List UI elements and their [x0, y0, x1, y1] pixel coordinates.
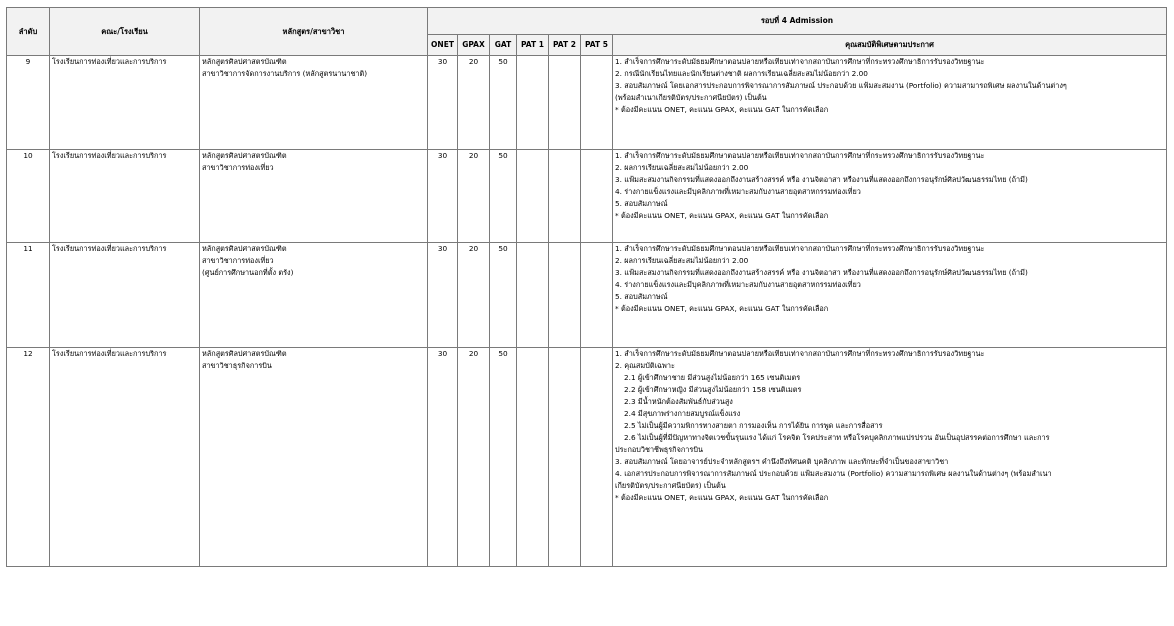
qualification-line: 1. สำเร็จการศึกษาระดับมัธยมศึกษาตอนปลายหรือเทียบเท่าจากสถาบันการศึกษาที่กระทรวงศึกษาธิการรับรองวิทยฐานะ [615, 151, 985, 160]
score-gat: 50 [490, 243, 517, 348]
qualification-line: 4. ร่างกายแข็งแรงและมีบุคลิกภาพที่เหมาะสมกับงานสายอุตสาหกรรมท่องเที่ยว [615, 187, 861, 196]
header-pat5: PAT 5 [581, 35, 613, 56]
row-number: 10 [7, 150, 50, 243]
qualification-line: 3. สอบสัมภาษณ์ โดยเอกสารประกอบการพิจารณาการสัมภาษณ์ ประกอบด้วย แฟ้มสะสมงาน (Portfolio) ความสามารถพิเศษ ผลงานในด้านต่างๆ [615, 81, 1067, 90]
row-qualifications [613, 348, 1167, 567]
row-qualifications [613, 56, 1167, 150]
admission-criteria-table [6, 7, 1167, 567]
qualification-line: 3. แฟ้มสะสมงานกิจกรรมที่แสดงออกถึงงานสร้างสรรค์ หรือ งานจิตอาสา หรืองานที่แสดงออกถึงการอนุรักษ์ศิลปวัฒนธรรมไทย (ถ้ามี) [615, 268, 1028, 277]
qualification-line: (พร้อมสำเนาเกียรติบัตร/ประกาศนียบัตร) เป็นต้น [615, 93, 767, 102]
row-qualifications [613, 150, 1167, 243]
table-body [7, 56, 1167, 567]
score-pat2 [549, 348, 581, 567]
qualification-line: 4. เอกสารประกอบการพิจารณาการสัมภาษณ์ ประกอบด้วย แฟ้มสะสมงาน (Portfolio) ความสามารถพิเศษ ผลงานในด้านต่างๆ (พร้อมสำเนา [615, 469, 1052, 478]
header-pat2: PAT 2 [549, 35, 581, 56]
row-qualifications [613, 243, 1167, 348]
row-faculty: โรงเรียนการท่องเที่ยวและการบริการ [50, 243, 200, 348]
header-round: รอบที่ 4 Admission [428, 8, 1167, 35]
qualification-line: 1. สำเร็จการศึกษาระดับมัธยมศึกษาตอนปลายหรือเทียบเท่าจากสถาบันการศึกษาที่กระทรวงศึกษาธิการรับรองวิทยฐานะ [615, 244, 985, 253]
score-pat2 [549, 243, 581, 348]
qualification-line: 2.1 ผู้เข้าศึกษาชาย มีส่วนสูงไม่น้อยกว่า 165 เซนติเมตร [624, 373, 801, 382]
table-row [7, 348, 1167, 567]
qualification-line: * ต้องมีคะแนน ONET, คะแนน GPAX, คะแนน GAT ในการคัดเลือก [615, 493, 829, 502]
qualification-line: 2. กรณีนักเรียนไทยและนักเรียนต่างชาติ ผลการเรียนเฉลี่ยสะสมไม่น้อยกว่า 2.00 [615, 69, 868, 78]
header-program: หลักสูตร/สาขาวิชา [200, 8, 428, 56]
program-line: สาขาวิชาการจัดการงานบริการ (หลักสูตรนานาชาติ) [202, 69, 368, 78]
qualification-line: * ต้องมีคะแนน ONET, คะแนน GPAX, คะแนน GAT ในการคัดเลือก [615, 105, 829, 114]
qualification-line: 2.4 มีสุขภาพร่างกายสมบูรณ์แข็งแรง [624, 409, 741, 418]
header-pat1: PAT 1 [517, 35, 549, 56]
qualification-line: 3. แฟ้มสะสมงานกิจกรรมที่แสดงออกถึงงานสร้างสรรค์ หรือ งานจิตอาสา หรืองานที่แสดงออกถึงการอนุรักษ์ศิลปวัฒนธรรมไทย (ถ้ามี) [615, 175, 1028, 184]
score-gat: 50 [490, 56, 517, 150]
table-row [7, 56, 1167, 150]
table-header [7, 8, 1167, 56]
score-pat1 [517, 150, 549, 243]
row-number: 9 [7, 56, 50, 150]
table-row [7, 243, 1167, 348]
program-line: หลักสูตรศิลปศาสตรบัณฑิต [202, 57, 287, 66]
program-line: สาขาวิชาการท่องเที่ยว [202, 163, 274, 172]
row-faculty: โรงเรียนการท่องเที่ยวและการบริการ [50, 348, 200, 567]
header-order: ลำดับ [7, 8, 50, 56]
program-line: หลักสูตรศิลปศาสตรบัณฑิต [202, 349, 287, 358]
score-pat5 [581, 243, 613, 348]
score-pat1 [517, 243, 549, 348]
score-gpax: 20 [458, 56, 490, 150]
row-program [200, 56, 428, 150]
row-number: 12 [7, 348, 50, 567]
qualification-line: 5. สอบสัมภาษณ์ [615, 199, 668, 208]
score-onet: 30 [428, 243, 458, 348]
program-line: หลักสูตรศิลปศาสตรบัณฑิต [202, 151, 287, 160]
qualification-line: 5. สอบสัมภาษณ์ [615, 292, 668, 301]
row-faculty: โรงเรียนการท่องเที่ยวและการบริการ [50, 150, 200, 243]
header-faculty: คณะ/โรงเรียน [50, 8, 200, 56]
score-onet: 30 [428, 348, 458, 567]
admission-table-container [6, 7, 1166, 567]
score-gpax: 20 [458, 243, 490, 348]
score-pat5 [581, 348, 613, 567]
score-pat2 [549, 56, 581, 150]
qualification-line: 2.3 มีน้ำหนักต้องสัมพันธ์กับส่วนสูง [624, 397, 733, 406]
score-pat5 [581, 150, 613, 243]
qualification-line: 1. สำเร็จการศึกษาระดับมัธยมศึกษาตอนปลายหรือเทียบเท่าจากสถาบันการศึกษาที่กระทรวงศึกษาธิการรับรองวิทยฐานะ [615, 349, 985, 358]
header-qualifications: คุณสมบัติพิเศษตามประกาศ [613, 35, 1167, 56]
qualification-line: * ต้องมีคะแนน ONET, คะแนน GPAX, คะแนน GAT ในการคัดเลือก [615, 304, 829, 313]
row-program [200, 348, 428, 567]
qualification-line: 2. ผลการเรียนเฉลี่ยสะสมไม่น้อยกว่า 2.00 [615, 163, 749, 172]
score-pat2 [549, 150, 581, 243]
qualification-line: 3. สอบสัมภาษณ์ โดยอาจารย์ประจำหลักสูตรฯ คำนึงถึงทัศนคติ บุคลิกภาพ และทักษะที่จำเป็นของสาขาวิชา [615, 457, 949, 466]
score-pat1 [517, 348, 549, 567]
score-onet: 30 [428, 56, 458, 150]
qualification-line: ประกอบวิชาชีพธุรกิจการบิน [615, 445, 703, 454]
qualification-line: 2.2 ผู้เข้าศึกษาหญิง มีส่วนสูงไม่น้อยกว่า 158 เซนติเมตร [624, 385, 802, 394]
score-gat: 50 [490, 348, 517, 567]
row-number: 11 [7, 243, 50, 348]
qualification-line: 2.6 ไม่เป็นผู้ที่มีปัญหาทางจิตเวชขั้นรุนแรง ได้แก่ โรคจิต โรคประสาท หรือโรคบุคลิกภาพแปรปรวน อันเป็นอุปสรรคต่อการศึกษา และการ [624, 433, 1050, 442]
qualification-line: 2.5 ไม่เป็นผู้มีความพิการทางสายตา การมองเห็น การได้ยิน การพูด และการสื่อสาร [624, 421, 883, 430]
program-line: สาขาวิชาธุรกิจการบิน [202, 361, 272, 370]
qualification-line: * ต้องมีคะแนน ONET, คะแนน GPAX, คะแนน GAT ในการคัดเลือก [615, 211, 829, 220]
row-program [200, 243, 428, 348]
program-line: (ศูนย์การศึกษานอกที่ตั้ง ตรัง) [202, 268, 294, 277]
score-gat: 50 [490, 150, 517, 243]
qualification-line: 1. สำเร็จการศึกษาระดับมัธยมศึกษาตอนปลายหรือเทียบเท่าจากสถาบันการศึกษาที่กระทรวงศึกษาธิการรับรองวิทยฐานะ [615, 57, 985, 66]
row-faculty: โรงเรียนการท่องเที่ยวและการบริการ [50, 56, 200, 150]
score-gpax: 20 [458, 150, 490, 243]
score-gpax: 20 [458, 348, 490, 567]
row-program [200, 150, 428, 243]
qualification-line: 2. คุณสมบัติเฉพาะ [615, 361, 675, 370]
score-onet: 30 [428, 150, 458, 243]
header-gat: GAT [490, 35, 517, 56]
qualification-line: 2. ผลการเรียนเฉลี่ยสะสมไม่น้อยกว่า 2.00 [615, 256, 749, 265]
header-gpax: GPAX [458, 35, 490, 56]
program-line: สาขาวิชาการท่องเที่ยว [202, 256, 274, 265]
header-onet: ONET [428, 35, 458, 56]
score-pat1 [517, 56, 549, 150]
program-line: หลักสูตรศิลปศาสตรบัณฑิต [202, 244, 287, 253]
qualification-line: เกียรติบัตร/ประกาศนียบัตร) เป็นต้น [615, 481, 726, 490]
qualification-line: 4. ร่างกายแข็งแรงและมีบุคลิกภาพที่เหมาะสมกับงานสายอุตสาหกรรมท่องเที่ยว [615, 280, 861, 289]
table-row [7, 150, 1167, 243]
score-pat5 [581, 56, 613, 150]
